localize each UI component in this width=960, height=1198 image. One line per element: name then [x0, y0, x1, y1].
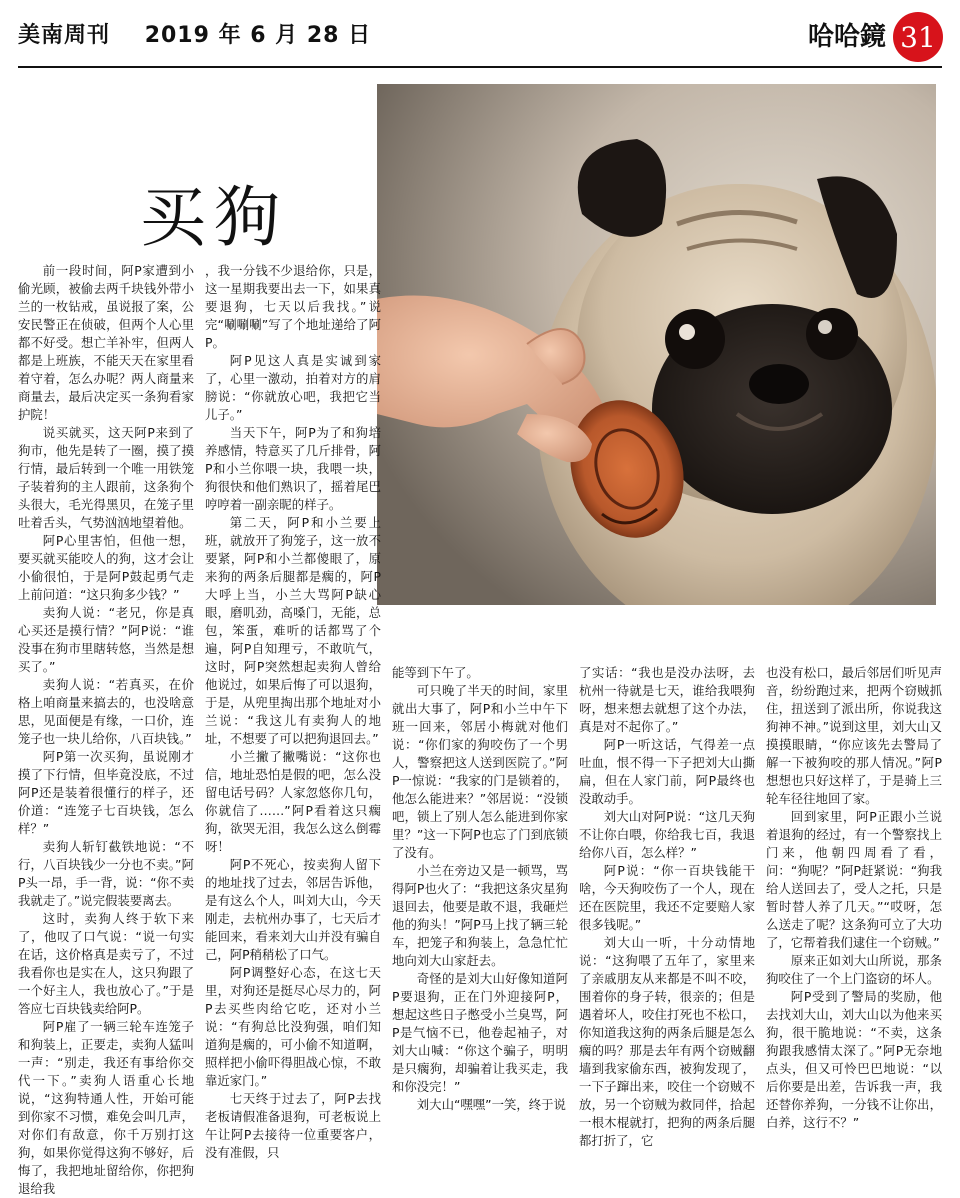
paragraph: 小兰在旁边又是一顿骂，骂得阿P也火了：“我把这条灾星狗退回去，他要是敢不退，我砸烂他的狗头！”阿P马上找了辆三轮车，把笼子和狗装上，急急忙忙地向刘大山家赶去。: [392, 863, 568, 968]
page-number-badge: 31: [893, 12, 943, 62]
paragraph: 阿P雇了一辆三轮车连笼子和狗装上，正要走，卖狗人猛叫一声：“别走，我还有事给你交代一下。”卖狗人语重心长地说，“这狗特通人性，开始可能到你家不习惯，难免会叫几声，对你们有敌意，你千万别打这狗，如果你觉得这狗不够好，后悔了，我把地址留给你，你把狗退给我: [18, 1019, 194, 1196]
section-name: 哈哈鏡: [808, 22, 887, 52]
publication-name: 美南周刊: [18, 23, 111, 48]
paragraph: 阿P见这人真是实诚到家了，心里一激动，拍着对方的肩膀说：“你就放心吧，我把它当儿子。”: [205, 353, 381, 422]
article-column-1: [18, 262, 194, 1198]
paragraph: 了实话：“我也是没办法呀，去杭州一待就是七天，谁给我喂狗呀，想来想去就想了这个办法，真是对不起你了。”: [579, 665, 755, 734]
paragraph: 卖狗人说：“若真买，在价格上咱商量来搞去的，也没啥意思，见面便是有缘，一口价，连笼子也一块儿给你，八百块钱。”: [18, 677, 194, 746]
paragraph: 刘大山对阿P说：“这几天狗不让你白喂，你给我七百，我退给你八百，怎么样？”: [579, 809, 755, 860]
article-column-2: [205, 262, 381, 1162]
paragraph: ，我一分钱不少退给你，只是，这一星期我要出去一下，如果真要退狗，七天以后我找。”说完“唰唰唰”写了个地址递给了阿P。: [205, 263, 381, 350]
issue-date: 2019 年 6 月 28 日: [144, 23, 372, 48]
paragraph: 阿P不死心，按卖狗人留下的地址找了过去，邻居告诉他，是有这么个人，叫刘大山，今天刚走，去杭州办事了，七天后才能回来，看来刘大山并没有骗自己，阿P稍稍松了口气。: [205, 857, 381, 962]
paragraph: 能等到下午了。: [392, 665, 479, 680]
paragraph: 第二天，阿P和小兰要上班，就放开了狗笼子，这一放不要紧，阿P和小兰都傻眼了，原来狗的两条后腿都是瘸的，阿P大呼上当，小兰大骂阿P缺心眼，磨叽劲，高嗓门，无能，总包，笨蛋，难听的话都骂了个遍，阿P自知理亏，不敢吭气，这时，阿P突然想起卖狗人曾给他说过，如果后悔了可以退狗，于是，从兜里掏出那个地址对小兰说：“我这儿有卖狗人的地址，不想要了可以把狗退回去。”: [205, 515, 381, 746]
paragraph: 刘大山一听，十分动情地说：“这狗喂了五年了，家里来了亲戚朋友从来都是不叫不咬，围着你的身子转，很亲的；但是遇着坏人，咬住打死也不松口，你知道我这狗的两条后腿是怎么瘸的吗？那是去年有两个窃贼翻墙到我家偷东西，被狗发现了，一下子蹿出来，咬住一个窃贼不放，另一个窃贼为救同伴，拾起一根木棍就打，把狗的两条后腿都打折了，它: [579, 935, 755, 1148]
article-title: 买狗: [140, 179, 288, 257]
paragraph: 小兰撇了撇嘴说：“这你也信，地址恐怕是假的吧，怎么没留电话号码？人家忽悠你几句，你就信了……”阿P看着这只瘸狗，欲哭无泪，我怎么这么倒霉呀！: [205, 749, 381, 854]
paragraph: 阿P一听这话，气得差一点吐血，恨不得一下子把刘大山撕扁，但在人家门前，阿P最终也没敢动手。: [579, 737, 755, 806]
paragraph: 七天终于过去了，阿P去找老板请假准备退狗，可老板说上午让阿P去接待一位重要客户，没有准假，只: [205, 1091, 381, 1160]
paragraph: 阿P受到了警局的奖励，他去找刘大山，刘大山以为他来买狗，很干脆地说：“不卖，这条狗跟我感情太深了。”阿P无奈地点头，但又可怜巴巴地说：“以后你要是出差，告诉我一声，我还替你养狗，一分钱不让你出，白养，这行不？”: [766, 989, 942, 1130]
paragraph: 奇怪的是刘大山好像知道阿P要退狗，正在门外迎接阿P，想起这些日子憋受小兰臭骂，阿P是气恼不已，他卷起袖子，对刘大山喊：“你这个骗子，明明是只瘸狗，却骗着让我买走，我和你没完！”: [392, 971, 568, 1094]
paragraph: 可只晚了半天的时间，家里就出大事了，阿P和小兰中午下班一回来，邻居小梅就对他们说：“你们家的狗咬伤了一个男人，警察把这人送到医院了。”阿P一惊说：“我家的门是锁着的，他怎么能进来？”邻居说：“没锁吧，锁上了别人怎么能进到你家里？”这一下阿P也忘了门到底锁了没有。: [392, 683, 568, 860]
paragraph: 刘大山“嘿嘿”一笑，终于说: [416, 1097, 566, 1112]
article-column-5: [766, 664, 942, 1132]
paragraph: 前一段时间，阿P家遭到小偷光顾，被偷去两千块钱外带小兰的一枚钻戒，虽说报了案，公安民警正在侦破，但两个人心里都不好受。想亡羊补牢，但两人都是上班族，不能天天在家里看着守着，怎么办呢？两人商量来商量去，最后决定买一条狗看家护院！: [18, 263, 194, 422]
paragraph: 当天下午，阿P为了和狗培养感情，特意买了几斤排骨，阿P和小兰你喂一块，我喂一块，狗很快和他们熟识了，摇着尾巴哼哼着一副亲昵的样子。: [205, 425, 381, 512]
paragraph: 阿P心里害怕，但他一想，要买就买能咬人的狗，这才会让小偷很怕，于是阿P鼓起勇气走上前问道：“这只狗多少钱？”: [18, 533, 194, 602]
article-column-4: [579, 664, 755, 1150]
paragraph: 阿P调整好心态，在这七天里，对狗还是挺尽心尽力的，阿P去买些肉给它吃，还对小兰说：“有狗总比没狗强，咱们知道狗是瘸的，可小偷不知道啊，照样把小偷吓得胆战心惊，不敢靠近家门。”: [205, 965, 381, 1088]
paragraph: 原来正如刘大山所说，那条狗咬住了一个上门盗窃的坏人。: [766, 953, 942, 986]
paragraph: 也没有松口，最后邻居们听见声音，纷纷跑过来，把两个窃贼抓住，扭送到了派出所，你说我这狗神不神。”说到这里，刘大山又摸摸眼睛，“你应该先去警局了解一下被狗咬的那人情况。”阿P想想也只好这样了，于是骑上三轮车径往地回了家。: [766, 665, 942, 806]
paragraph: 卖狗人斩钉截铁地说：“不行，八百块钱少一分也不卖。”阿P头一昂，手一背，说：“你不卖我就走了。”说完假装要离去。: [18, 839, 194, 908]
paragraph: 回到家里，阿P正跟小兰说着退狗的经过，有一个警察找上门来，他朝四周看了看，问：“狗呢？”阿P赶紧说：“狗我给人送回去了，受人之托，只是暂时替人养了几天。”“哎呀，怎么送走了呢？这条狗可立了大功了，它帮着我们逮住一个窃贼。”: [766, 809, 942, 950]
paragraph: 这时，卖狗人终于软下来了，他叹了口气说：“说一句实在话，这价格真是卖亏了，不过我看你也是实在人，这只狗跟了一个好主人，我也放心了。”于是答应七百块钱卖给阿P。: [18, 911, 194, 1016]
paragraph: 说买就买，这天阿P来到了狗市，他先是转了一圈，摸了摸行情，最后转到一个唯一用铁笼子装着狗的主人跟前，这条狗个头很大，毛光得黑贝，在笼子里吐着舌头，气势汹汹地望着他。: [18, 425, 194, 530]
paragraph: 阿P第一次买狗，虽说刚才摸了下行情，但毕竟没底，不过阿P还是装着很懂行的样子，还价道：“连笼子七百块钱，怎么样？”: [18, 749, 194, 836]
paragraph: 卖狗人说：“老兄，你是真心买还是摸行情？”阿P说：“谁没事在狗市里瞎转悠，当然是想买了。”: [18, 605, 194, 674]
article-column-3: [392, 664, 568, 1114]
paragraph: 阿P说：“你一百块钱能干啥，今天狗咬伤了一个人，现在还在医院里，我还不定要赔人家很多钱呢。”: [579, 863, 755, 932]
